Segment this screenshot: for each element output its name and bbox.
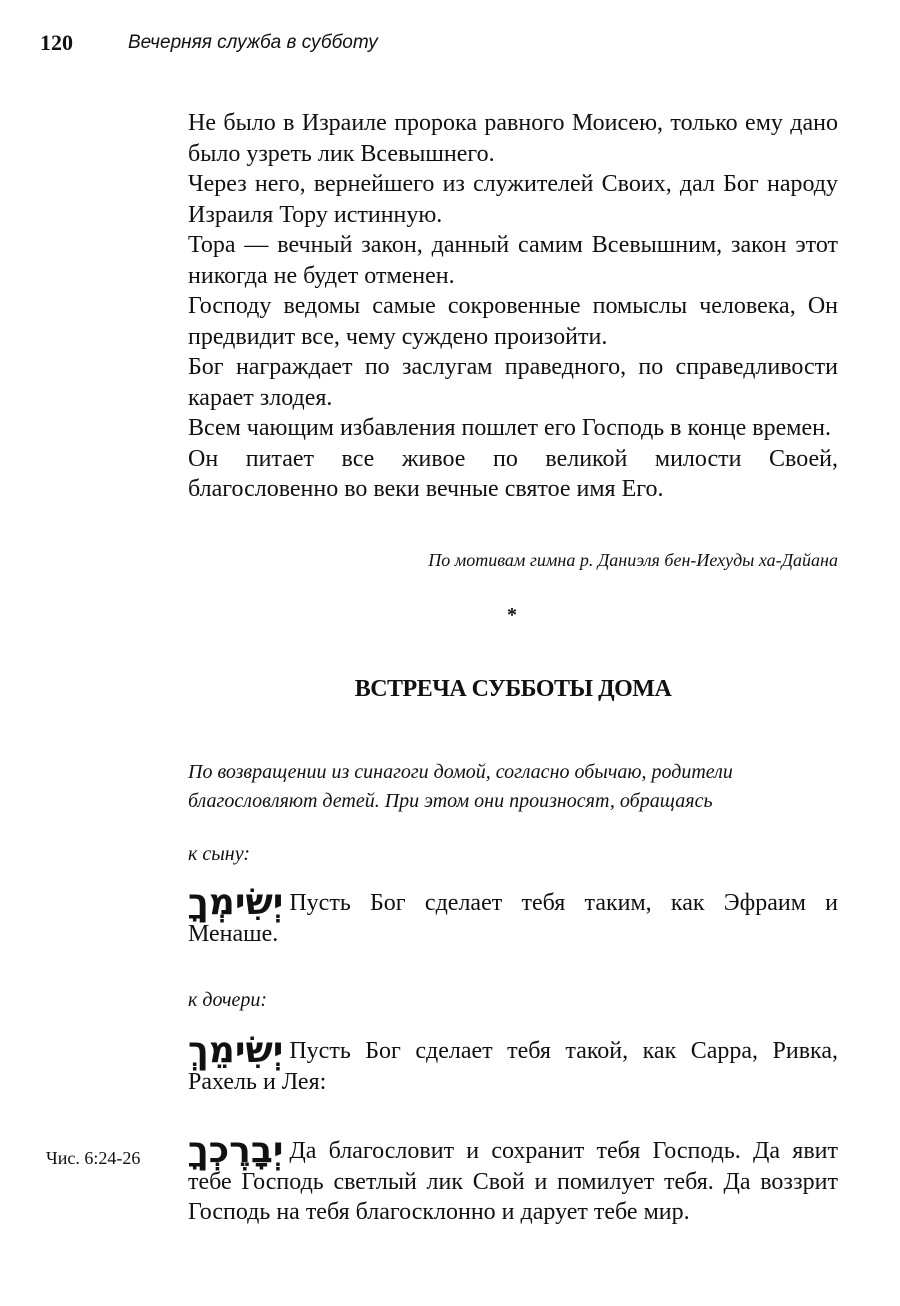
poem-line: Всем чающим избавления пошлет его Господь в конце времен. (188, 415, 831, 441)
scripture-reference: Чис. 6:24-26 (46, 1148, 141, 1168)
poem-line: Он питает все живое по великой милости Своей, благословенно во веки вечные святое имя Его. (188, 445, 838, 502)
poem-attribution: По мотивам гимна р. Даниэля бен-Иехуды ха-Дайана (428, 550, 838, 570)
blessing-son (188, 882, 838, 949)
poem-line: Бог награждает по заслугам праведного, по справедливости карает злодея. (188, 354, 838, 411)
to-son-label: к сыну: (188, 843, 250, 865)
instruction-text: По возвращении из синагоги домой, согласно обычаю, родители благословляют детей. При этом они произносят, обращаясь (188, 761, 733, 812)
blessing-daughter-text: Пусть Бог сделает тебя такой, как Сарра, Ривка, Рахель и Лея: (188, 1038, 838, 1095)
section-separator: * (507, 604, 517, 626)
poem-text (188, 108, 838, 505)
hebrew-word-blessing: יְבָרֶכְךָ (188, 1130, 284, 1171)
poem-line: Тора — вечный закон, данный самим Всевышним, закон этот никогда не будет отменен. (188, 232, 838, 289)
section-heading: ВСТРЕЧА СУББОТЫ ДОМА (354, 676, 672, 702)
hebrew-word-daughter: יְשִׂימֵךְ (188, 1030, 284, 1071)
poem-line: Через него, вернейшего из служителей Своих, дал Бог народу Израиля Тору истинную. (188, 171, 838, 228)
blessing-daughter (188, 1030, 838, 1097)
blessing-son-text: Пусть Бог сделает тебя таким, как Эфраим и Менаше. (188, 890, 838, 947)
poem-line: Не было в Израиле пророка равного Моисею, только ему дано было узреть лик Всевышнего. (188, 110, 838, 167)
priestly-blessing (188, 1130, 838, 1228)
poem-line: Господу ведомы самые сокровенные помыслы человека, Он предвидит все, чему суждено произойти. (188, 293, 838, 350)
hebrew-word-son: יְשִׂימְךָ (188, 882, 284, 923)
priestly-blessing-text: Да благословит и сохранит тебя Господь. Да явит тебе Господь светлый лик Свой и помилует тебя. Да воззрит Господь на тебя благосклонно и дарует тебе мир. (188, 1138, 838, 1225)
running-title: Вечерняя служба в субботу (128, 32, 378, 53)
page-number: 120 (40, 30, 73, 55)
page-header (40, 30, 860, 64)
to-daughter-label: к дочери: (188, 989, 268, 1011)
